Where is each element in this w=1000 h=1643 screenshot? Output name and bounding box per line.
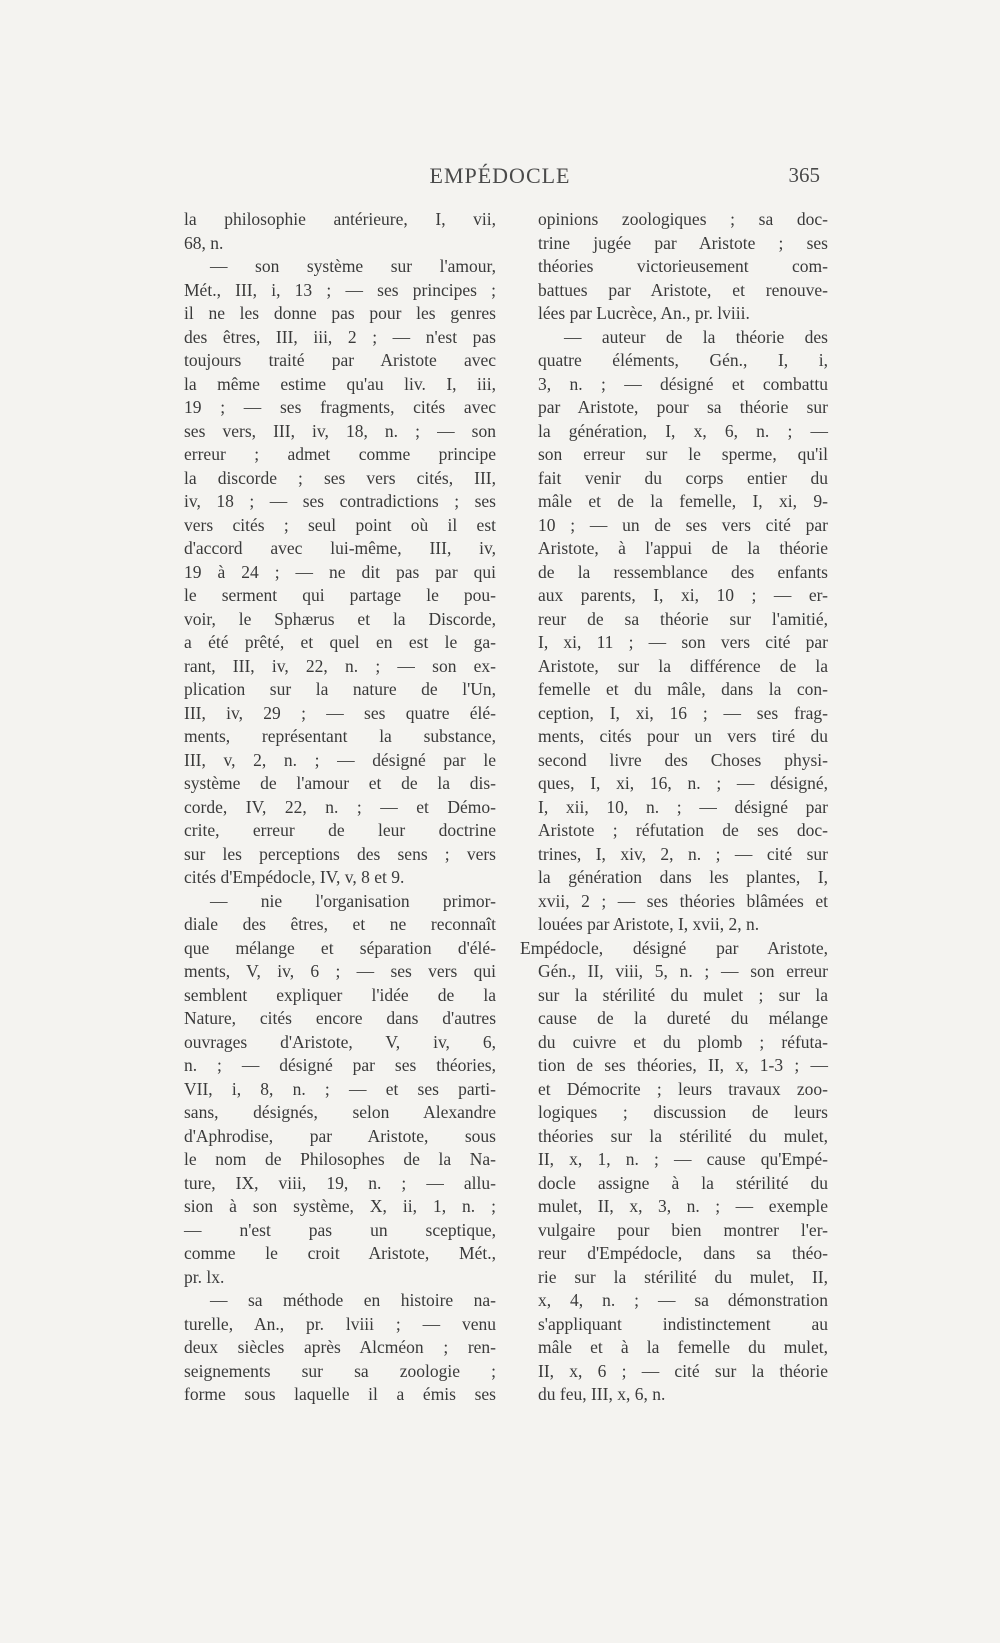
index-line: semblent expliquer l'idée de la [184, 984, 496, 1005]
index-line: le nom de Philosophes de la Na- [184, 1149, 496, 1169]
index-line: le serment qui partage le pou- [184, 585, 496, 605]
index-line: système de l'amour et de la dis- [184, 773, 496, 793]
index-line: reur de sa théorie sur l'amitié, [538, 608, 828, 629]
index-line: du feu, III, x, 6, n. [538, 1384, 666, 1404]
index-line: il ne les donne pas pour les genres [184, 303, 496, 323]
index-line: Aristote, sur la différence de la [538, 655, 828, 676]
index-line: aux parents, I, xi, 10 ; — er- [538, 585, 828, 605]
index-line: sans, désignés, selon Alexandre [184, 1102, 496, 1122]
index-line: femelle et du mâle, dans la con- [538, 679, 828, 699]
index-line: ouvrages d'Aristote, V, iv, 6, [184, 1031, 496, 1052]
index-line: la génération dans les plantes, I, [538, 867, 828, 887]
index-line: ments, V, iv, 6 ; — ses vers qui [184, 961, 496, 981]
page-number: 365 [788, 163, 820, 187]
index-line: rie sur la stérilité du mulet, II, [538, 1266, 828, 1287]
index-line: xvii, 2 ; — ses théories blâmées et [538, 890, 828, 911]
index-line: la même estime qu'au liv. I, iii, [184, 373, 496, 394]
index-line: ments, cités pour un vers tiré du [538, 726, 828, 746]
index-line: ses vers, III, iv, 18, n. ; — son [184, 420, 496, 441]
index-line: comme le croit Aristote, Mét., [184, 1243, 496, 1263]
index-line: cités d'Empédocle, IV, v, 8 et 9. [184, 867, 405, 887]
index-line: — n'est pas un sceptique, [184, 1219, 496, 1240]
index-line: iv, 18 ; — ses contradictions ; ses [184, 491, 496, 511]
index-line: s'appliquant indistinctement au [538, 1313, 828, 1334]
index-line: forme sous laquelle il a émis ses [184, 1384, 496, 1404]
index-line: ception, I, xi, 16 ; — ses frag- [538, 702, 828, 723]
index-line: I, xii, 10, n. ; — désigné par [538, 796, 828, 817]
index-line: 3, n. ; — désigné et combattu [538, 373, 828, 394]
index-line: que mélange et séparation d'élé- [184, 937, 496, 958]
index-line: 19 ; — ses fragments, cités avec [184, 397, 496, 417]
index-line: de la ressemblance des enfants [538, 561, 828, 582]
index-line: mâle et à la femelle du mulet, [538, 1337, 828, 1357]
index-line: II, x, 6 ; — cité sur la théorie [538, 1360, 828, 1381]
index-line: deux siècles après Alcméon ; ren- [184, 1337, 496, 1357]
index-line: ture, IX, viii, 19, n. ; — allu- [184, 1172, 496, 1193]
index-line: d'accord avec lui-même, III, iv, [184, 538, 496, 558]
index-line: — nie l'organisation primor- [210, 890, 496, 911]
index-line: trines, I, xiv, 2, n. ; — cité sur [538, 843, 828, 864]
index-line: second livre des Choses physi- [538, 749, 828, 770]
index-line: et Démocrite ; leurs travaux zoo- [538, 1078, 828, 1099]
index-line: 68, n. [184, 232, 224, 253]
index-line: fait venir du corps entier du [538, 467, 828, 488]
index-line: louées par Aristote, I, xvii, 2, n. [538, 914, 760, 934]
index-line: vulgaire pour bien montrer l'er- [538, 1219, 828, 1240]
index-line: x, 4, n. ; — sa démonstration [538, 1290, 828, 1310]
index-line: 10 ; — un de ses vers cité par [538, 514, 828, 535]
index-line: quatre éléments, Gén., I, i, [538, 350, 828, 370]
index-line: I, xi, 11 ; — son vers cité par [538, 632, 828, 652]
index-line: du cuivre et du plomb ; réfuta- [538, 1031, 828, 1052]
index-line: docle assigne à la stérilité du [538, 1172, 828, 1193]
index-line: III, v, 2, n. ; — désigné par le [184, 749, 496, 770]
index-line: d'Aphrodise, par Aristote, sous [184, 1125, 496, 1146]
index-line: Gén., II, viii, 5, n. ; — son erreur [538, 961, 828, 981]
index-line: Mét., III, i, 13 ; — ses principes ; [184, 279, 496, 300]
index-line: — son système sur l'amour, [210, 256, 496, 276]
index-line: VII, i, 8, n. ; — et ses parti- [184, 1078, 496, 1099]
index-line: opinions zoologiques ; sa doc- [538, 209, 828, 229]
index-line: son erreur sur le sperme, qu'il [538, 444, 828, 464]
index-line: théories victorieusement com- [538, 256, 828, 276]
index-line: voir, le Sphærus et la Discorde, [184, 608, 496, 629]
index-line: mulet, II, x, 3, n. ; — exemple [538, 1196, 828, 1216]
index-line: n. ; — désigné par ses théories, [184, 1055, 496, 1075]
index-line: II, x, 1, n. ; — cause qu'Empé- [538, 1149, 828, 1169]
index-line: 19 à 24 ; — ne dit pas par qui [184, 561, 496, 582]
index-line: battues par Aristote, et renouve- [538, 279, 828, 300]
index-line: par Aristote, pour sa théorie sur [538, 397, 828, 417]
index-line: erreur ; admet comme principe [184, 444, 496, 464]
index-column-left [184, 208, 496, 1407]
index-line: ques, I, xi, 16, n. ; — désigné, [538, 773, 828, 793]
index-line: théories sur la stérilité du mulet, [538, 1125, 828, 1146]
index-line: la philosophie antérieure, I, vii, [184, 209, 496, 229]
index-line: sur la stérilité du mulet ; sur la [538, 984, 828, 1005]
index-line: corde, IV, 22, n. ; — et Démo- [184, 796, 496, 817]
index-line: sur les perceptions des sens ; vers [184, 843, 496, 864]
index-line: des êtres, III, iii, 2 ; — n'est pas [184, 326, 496, 347]
index-line: la discorde ; ses vers cités, III, [184, 467, 496, 488]
index-line: trine jugée par Aristote ; ses [538, 232, 828, 253]
index-line: rant, III, iv, 22, n. ; — son ex- [184, 655, 496, 676]
index-line: sion à son système, X, ii, 1, n. ; [184, 1196, 496, 1216]
index-line: Nature, cités encore dans d'autres [184, 1008, 496, 1028]
index-line: Empédocle, désigné par Aristote, [520, 937, 828, 958]
index-line: III, iv, 29 ; — ses quatre élé- [184, 702, 496, 723]
index-column-right [520, 208, 828, 1407]
index-line: plication sur la nature de l'Un, [184, 679, 496, 699]
index-line: crite, erreur de leur doctrine [184, 820, 496, 840]
index-line: cause de la dureté du mélange [538, 1008, 828, 1028]
index-line: tion de ses théories, II, x, 1-3 ; — [538, 1055, 828, 1075]
index-line: diale des êtres, et ne reconnaît [184, 914, 496, 934]
index-line: Aristote ; réfutation de ses doc- [538, 820, 828, 840]
index-line: vers cités ; seul point où il est [184, 514, 496, 535]
index-line: — auteur de la théorie des [564, 326, 828, 347]
index-line: seignements sur sa zoologie ; [184, 1360, 496, 1381]
index-line: turelle, An., pr. lviii ; — venu [184, 1313, 496, 1334]
index-line: Aristote, à l'appui de la théorie [538, 538, 828, 558]
index-line: reur d'Empédocle, dans sa théo- [538, 1243, 828, 1263]
index-line: logiques ; discussion de leurs [538, 1102, 828, 1122]
index-line: toujours traité par Aristote avec [184, 350, 496, 370]
running-header-title: EMPÉDOCLE [429, 163, 571, 188]
index-line: a été prêté, et quel en est le ga- [184, 632, 496, 652]
index-line: — sa méthode en histoire na- [210, 1290, 496, 1310]
index-line: ments, représentant la substance, [184, 726, 496, 746]
index-line: pr. lx. [184, 1266, 225, 1287]
index-line: mâle et de la femelle, I, xi, 9- [538, 491, 828, 511]
index-line: la génération, I, x, 6, n. ; — [538, 420, 828, 441]
index-line: lées par Lucrèce, An., pr. lviii. [538, 303, 750, 323]
